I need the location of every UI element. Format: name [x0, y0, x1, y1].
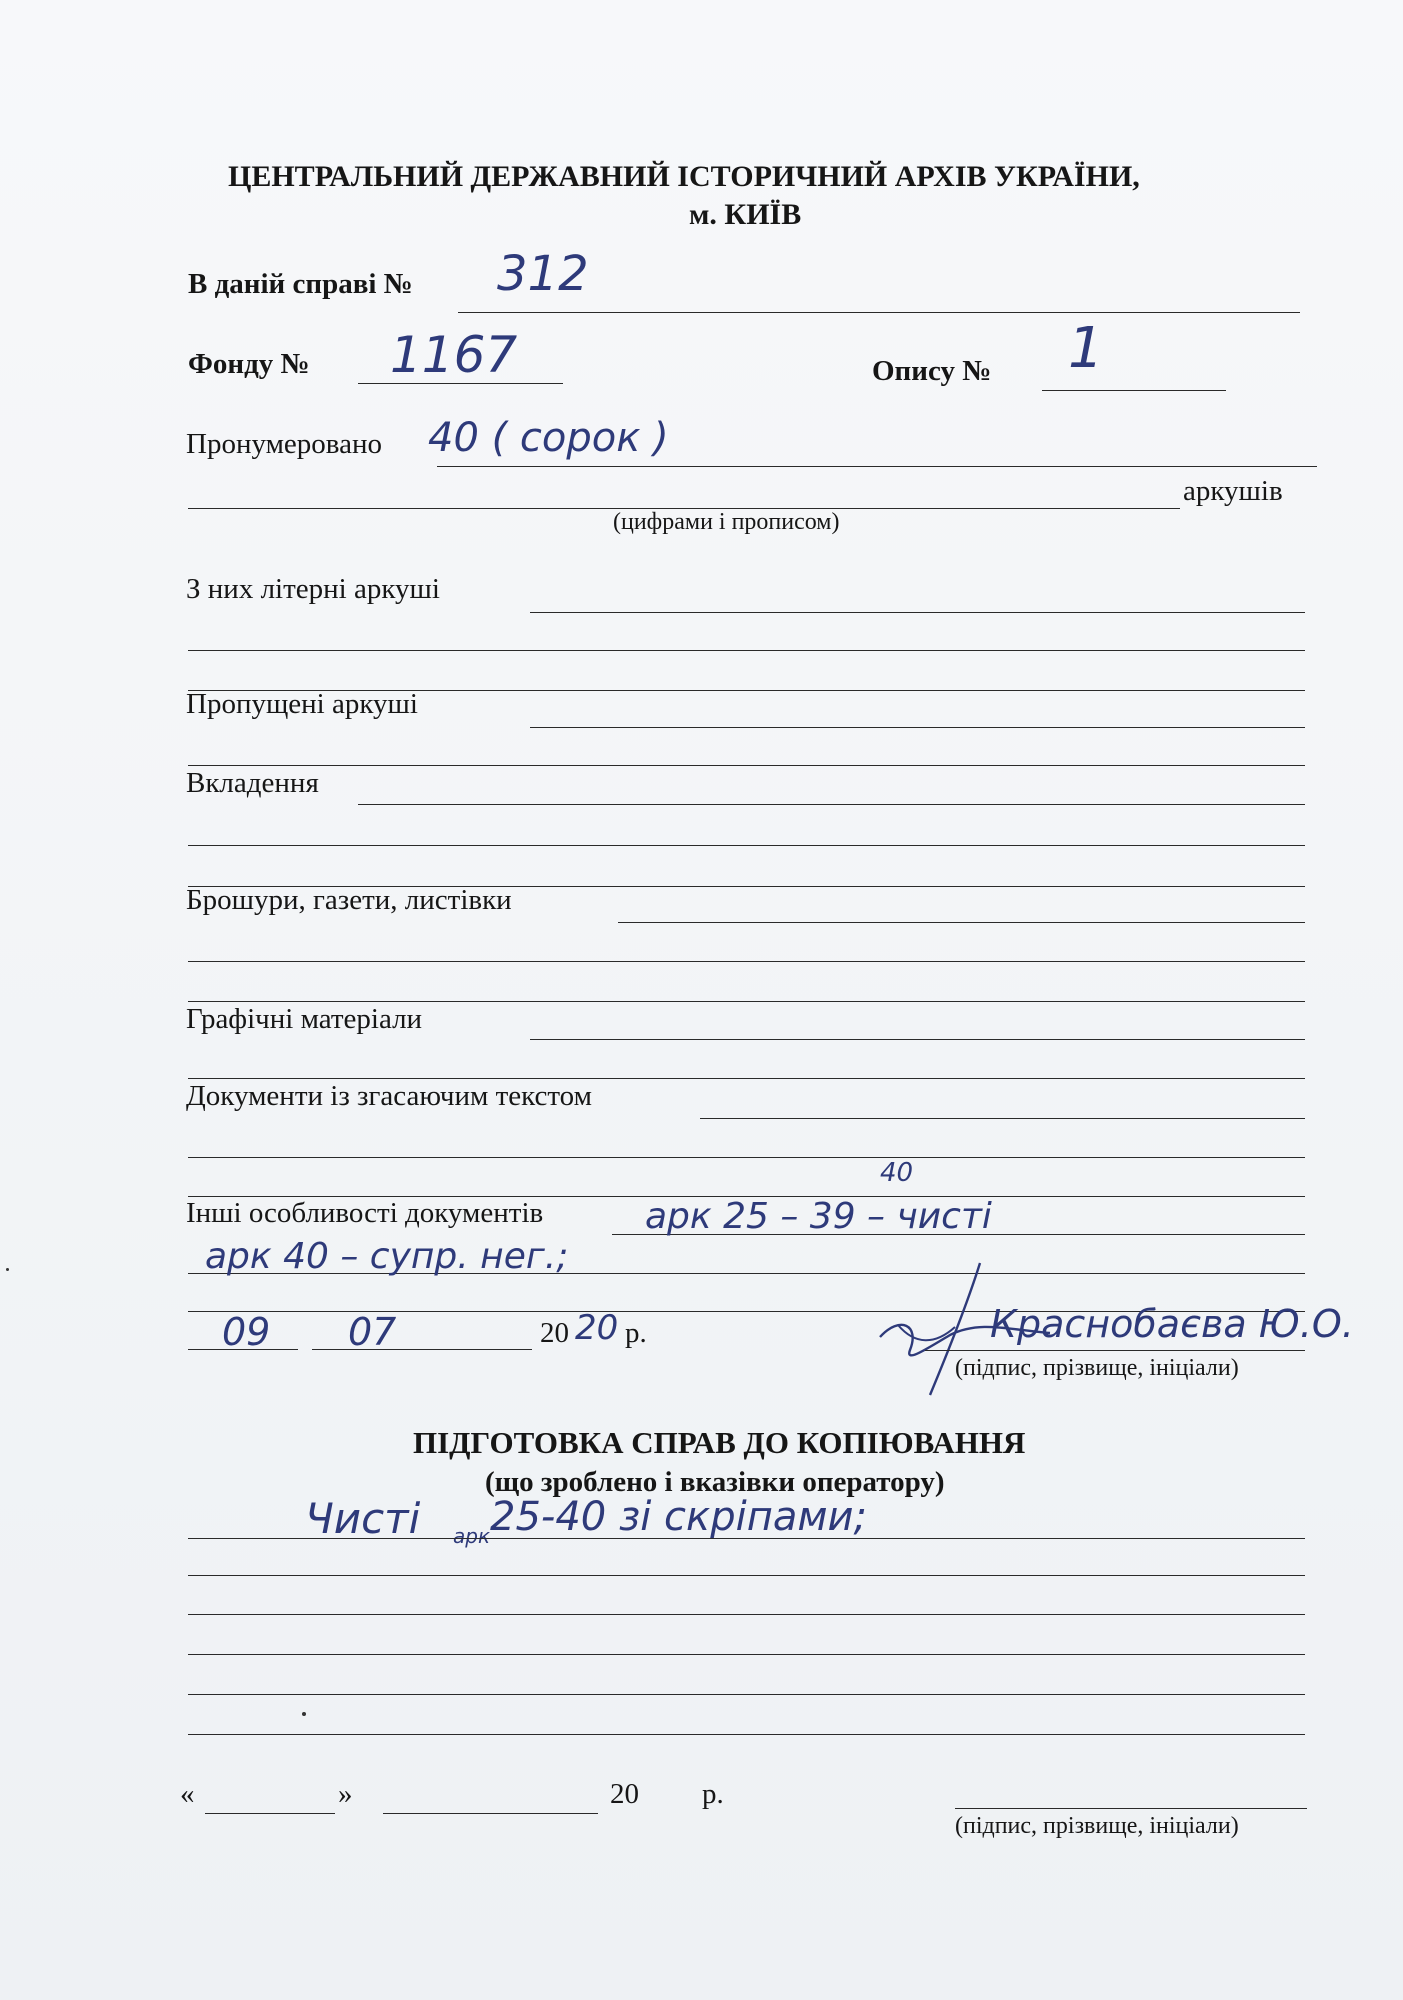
- header-title-line2: м. КИЇВ: [689, 198, 802, 231]
- numbered-label: Пронумеровано: [186, 428, 383, 460]
- fond-value: 1167: [390, 326, 518, 384]
- fading-label: Документи із згасаючим текстом: [186, 1080, 592, 1112]
- brochures-label: Брошури, газети, листівки: [186, 884, 512, 916]
- signature1-handwritten: Краснобаєва Ю.О.: [990, 1302, 1354, 1346]
- section2-note-sub: арк: [453, 1524, 491, 1548]
- section2-note-main: Чисті: [305, 1494, 421, 1543]
- section2-line-2: [188, 1575, 1305, 1576]
- section2-subtitle: (що зроблено і вказівки оператору): [485, 1466, 945, 1498]
- brochures-line-3: [188, 1001, 1305, 1002]
- attachments-line-2: [188, 845, 1305, 846]
- speck-mark: [302, 1712, 306, 1716]
- date1-year-prefix: 20: [540, 1317, 569, 1349]
- section2-line-4: [188, 1654, 1305, 1655]
- section2-line-6: [188, 1734, 1305, 1735]
- section2-line-1: [188, 1538, 1305, 1539]
- date1-month: 07: [348, 1310, 397, 1354]
- signature1-line: [925, 1350, 1305, 1351]
- date1-year-suffix: 20: [575, 1308, 619, 1348]
- other-superscript: 40: [880, 1158, 914, 1188]
- signature2-line: [955, 1808, 1307, 1809]
- signature1-caption: (підпис, прізвище, ініціали): [955, 1355, 1239, 1381]
- header-title-line1: ЦЕНТРАЛЬНИЙ ДЕРЖАВНИЙ ІСТОРИЧНИЙ АРХІВ УКРАЇНИ,: [228, 160, 1140, 193]
- numbered-value: 40 ( сорок ): [428, 415, 669, 461]
- date1-day: 09: [222, 1310, 271, 1354]
- brochures-line-1: [618, 922, 1305, 923]
- date2-month-line: [383, 1813, 598, 1814]
- date2-year-prefix: 20: [610, 1778, 639, 1810]
- case-value: 312: [497, 246, 589, 302]
- numbered-hint: (цифрами і прописом): [613, 509, 840, 535]
- fond-label: Фонду №: [188, 348, 310, 380]
- date1-month-line: [312, 1349, 532, 1350]
- case-line: [458, 312, 1300, 313]
- opis-value: 1: [1068, 316, 1104, 381]
- other-label: Інші особливості документів: [186, 1197, 544, 1229]
- litera-line-2: [188, 650, 1305, 651]
- attachments-line-1: [358, 804, 1305, 805]
- section2-line-3: [188, 1614, 1305, 1615]
- section2-note-rest: 25-40 зі скріпами;: [490, 1494, 868, 1540]
- date2-close-quote: »: [338, 1778, 353, 1810]
- speck-mark-left: [6, 1268, 9, 1271]
- fading-line-2: [188, 1157, 1305, 1158]
- other-note-line1: арк 25 – 39 – чисті: [645, 1196, 992, 1237]
- date1-r: р.: [625, 1317, 647, 1349]
- brochures-line-2: [188, 961, 1305, 962]
- section2-line-5: [188, 1694, 1305, 1695]
- graphic-label: Графічні матеріали: [186, 1003, 423, 1035]
- opis-line: [1042, 390, 1226, 391]
- signature2-caption: (підпис, прізвище, ініціали): [955, 1813, 1239, 1839]
- case-label: В даній справі №: [188, 268, 413, 300]
- graphic-line-1: [530, 1039, 1305, 1040]
- date2-r: р.: [702, 1778, 724, 1810]
- graphic-line-2: [188, 1078, 1305, 1079]
- litera-label: З них літерні аркуші: [186, 573, 440, 605]
- missing-line-2: [188, 765, 1305, 766]
- missing-line-1: [530, 727, 1305, 728]
- date2-open-quote: «: [180, 1778, 195, 1810]
- missing-label: Пропущені аркуші: [186, 688, 418, 720]
- date2-day-line: [205, 1813, 335, 1814]
- opis-label: Опису №: [872, 355, 992, 387]
- litera-line-1: [530, 612, 1305, 613]
- numbered-suffix: аркушів: [1183, 475, 1283, 507]
- attachments-label: Вкладення: [186, 767, 319, 799]
- fading-line-1: [700, 1118, 1305, 1119]
- other-note-line2: арк 40 – супр. нег.;: [205, 1236, 569, 1277]
- section2-title: ПІДГОТОВКА СПРАВ ДО КОПІЮВАННЯ: [413, 1425, 1026, 1460]
- numbered-line: [437, 466, 1317, 467]
